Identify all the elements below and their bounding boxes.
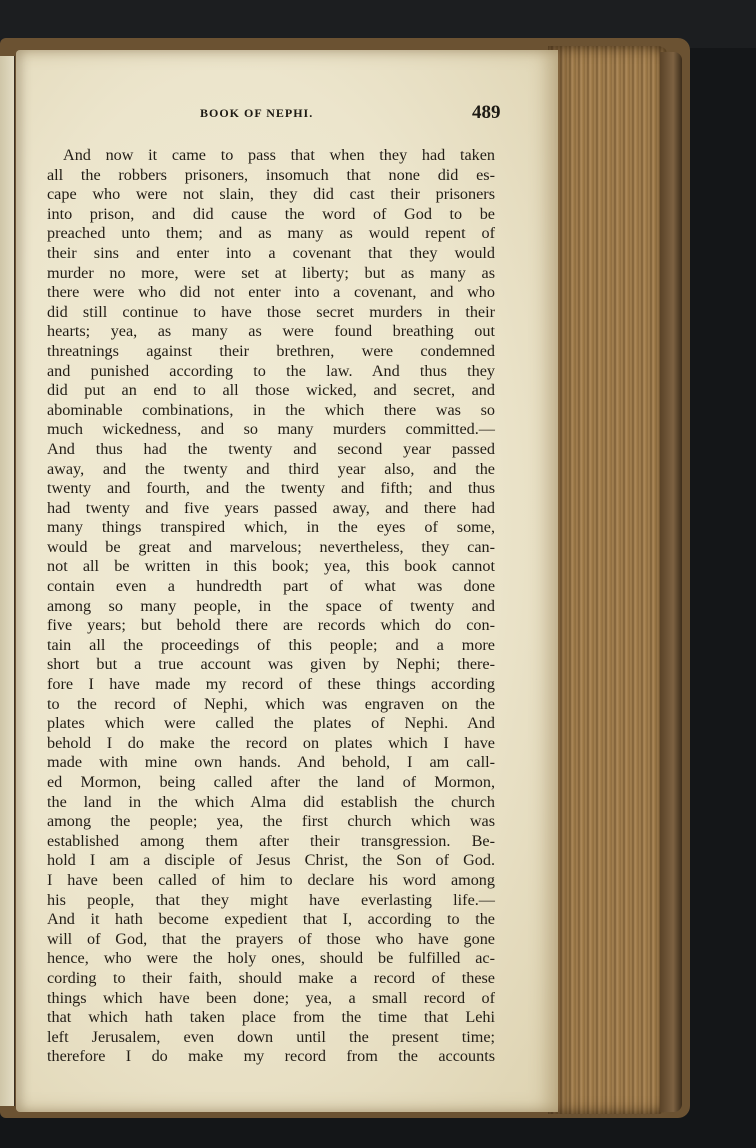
text-line: and punished according to the law. And thus they (47, 361, 495, 380)
body-text (47, 146, 495, 1067)
text-line: among so many people, in the space of twenty and (47, 596, 495, 615)
text-line: there were who did not enter into a covenant, and who (47, 283, 495, 302)
text-line: preached unto them; and as many as would repent of (47, 224, 495, 243)
text-line: plates which were called the plates of Nephi. And (47, 714, 495, 733)
text-line: threatnings against their brethren, were condemned (47, 341, 495, 360)
text-line: I have been called of him to declare his word among (47, 870, 495, 889)
text-line: did still continue to have those secret murders in their (47, 302, 495, 321)
text-line: behold I do make the record on plates which I have (47, 733, 495, 752)
text-line: And thus had the twenty and second year passed (47, 439, 495, 458)
text-line: would be great and marvelous; nevertheless, they can- (47, 537, 495, 556)
text-line: to the record of Nephi, which was engraven on the (47, 694, 495, 713)
text-line: not all be written in this book; yea, this book cannot (47, 557, 495, 576)
text-line: that which hath taken place from the time that Lehi (47, 1008, 495, 1027)
text-line: abominable combinations, in the which there was so (47, 400, 495, 419)
text-line: hearts; yea, as many as were found breathing out (47, 322, 495, 341)
text-line: ed Mormon, being called after the land of Mormon, (47, 773, 495, 791)
text-line: cording to their faith, should make a record of these (47, 968, 495, 987)
page-header (32, 104, 502, 128)
text-line: had twenty and five years passed away, and there had (47, 498, 495, 517)
text-line: away, and the twenty and third year also, and the (47, 459, 495, 478)
page-fore-edge (548, 46, 668, 1114)
text-line: cape who were not slain, they did cast their prisoners (47, 185, 495, 204)
text-line: therefore I do make my record from the accounts (47, 1047, 495, 1066)
running-title: BOOK OF NEPHI. (200, 106, 314, 120)
cover-back-edge (660, 52, 682, 1112)
text-line: hence, who were the holy ones, should be fulfilled ac- (47, 949, 495, 968)
page-number: 489 (472, 102, 501, 123)
text-line: their sins and enter into a covenant that they would (47, 243, 495, 262)
text-line: established among them after their transgression. Be- (47, 831, 495, 850)
text-line: the land in the which Alma did establish the church (47, 792, 495, 811)
text-line: tain all the proceedings of this people; and a more (47, 635, 495, 654)
text-line: made with mine own hands. And behold, I am call- (47, 753, 495, 772)
text-line: five years; but behold there are records which do con- (47, 616, 495, 635)
text-line: many things transpired which, in the eyes of some, (47, 518, 495, 537)
text-line: did put an end to all those wicked, and secret, and (47, 381, 495, 400)
text-line: hold I am a disciple of Jesus Christ, the Son of God. (47, 851, 495, 870)
text-line: contain even a hundredth part of what was done (47, 577, 495, 596)
text-line: all the robbers prisoners, insomuch that none did es- (47, 165, 495, 184)
text-line: left Jerusalem, even down until the present time; (47, 1027, 495, 1046)
text-line: murder no more, were set at liberty; but as many as (47, 263, 495, 282)
text-line: twenty and fourth, and the twenty and fifth; and thus (47, 479, 495, 498)
text-line: things which have been done; yea, a small record of (47, 988, 495, 1007)
text-line: among the people; yea, the first church which was (47, 812, 495, 831)
text-line: And now it came to pass that when they had taken (63, 146, 495, 164)
text-line: his people, that they might have everlasting life.— (47, 890, 495, 909)
text-line: will of God, that the prayers of those who have gone (47, 929, 495, 948)
left-page-edge (0, 56, 15, 1106)
text-line: into prison, and did cause the word of God to be (47, 204, 495, 223)
text-line: much wickedness, and so many murders committed.— (47, 420, 495, 439)
text-line: fore I have made my record of these things according (47, 675, 495, 694)
text-line: short but a true account was given by Nephi; there- (47, 655, 495, 674)
text-line: And it hath become expedient that I, according to the (47, 910, 495, 929)
